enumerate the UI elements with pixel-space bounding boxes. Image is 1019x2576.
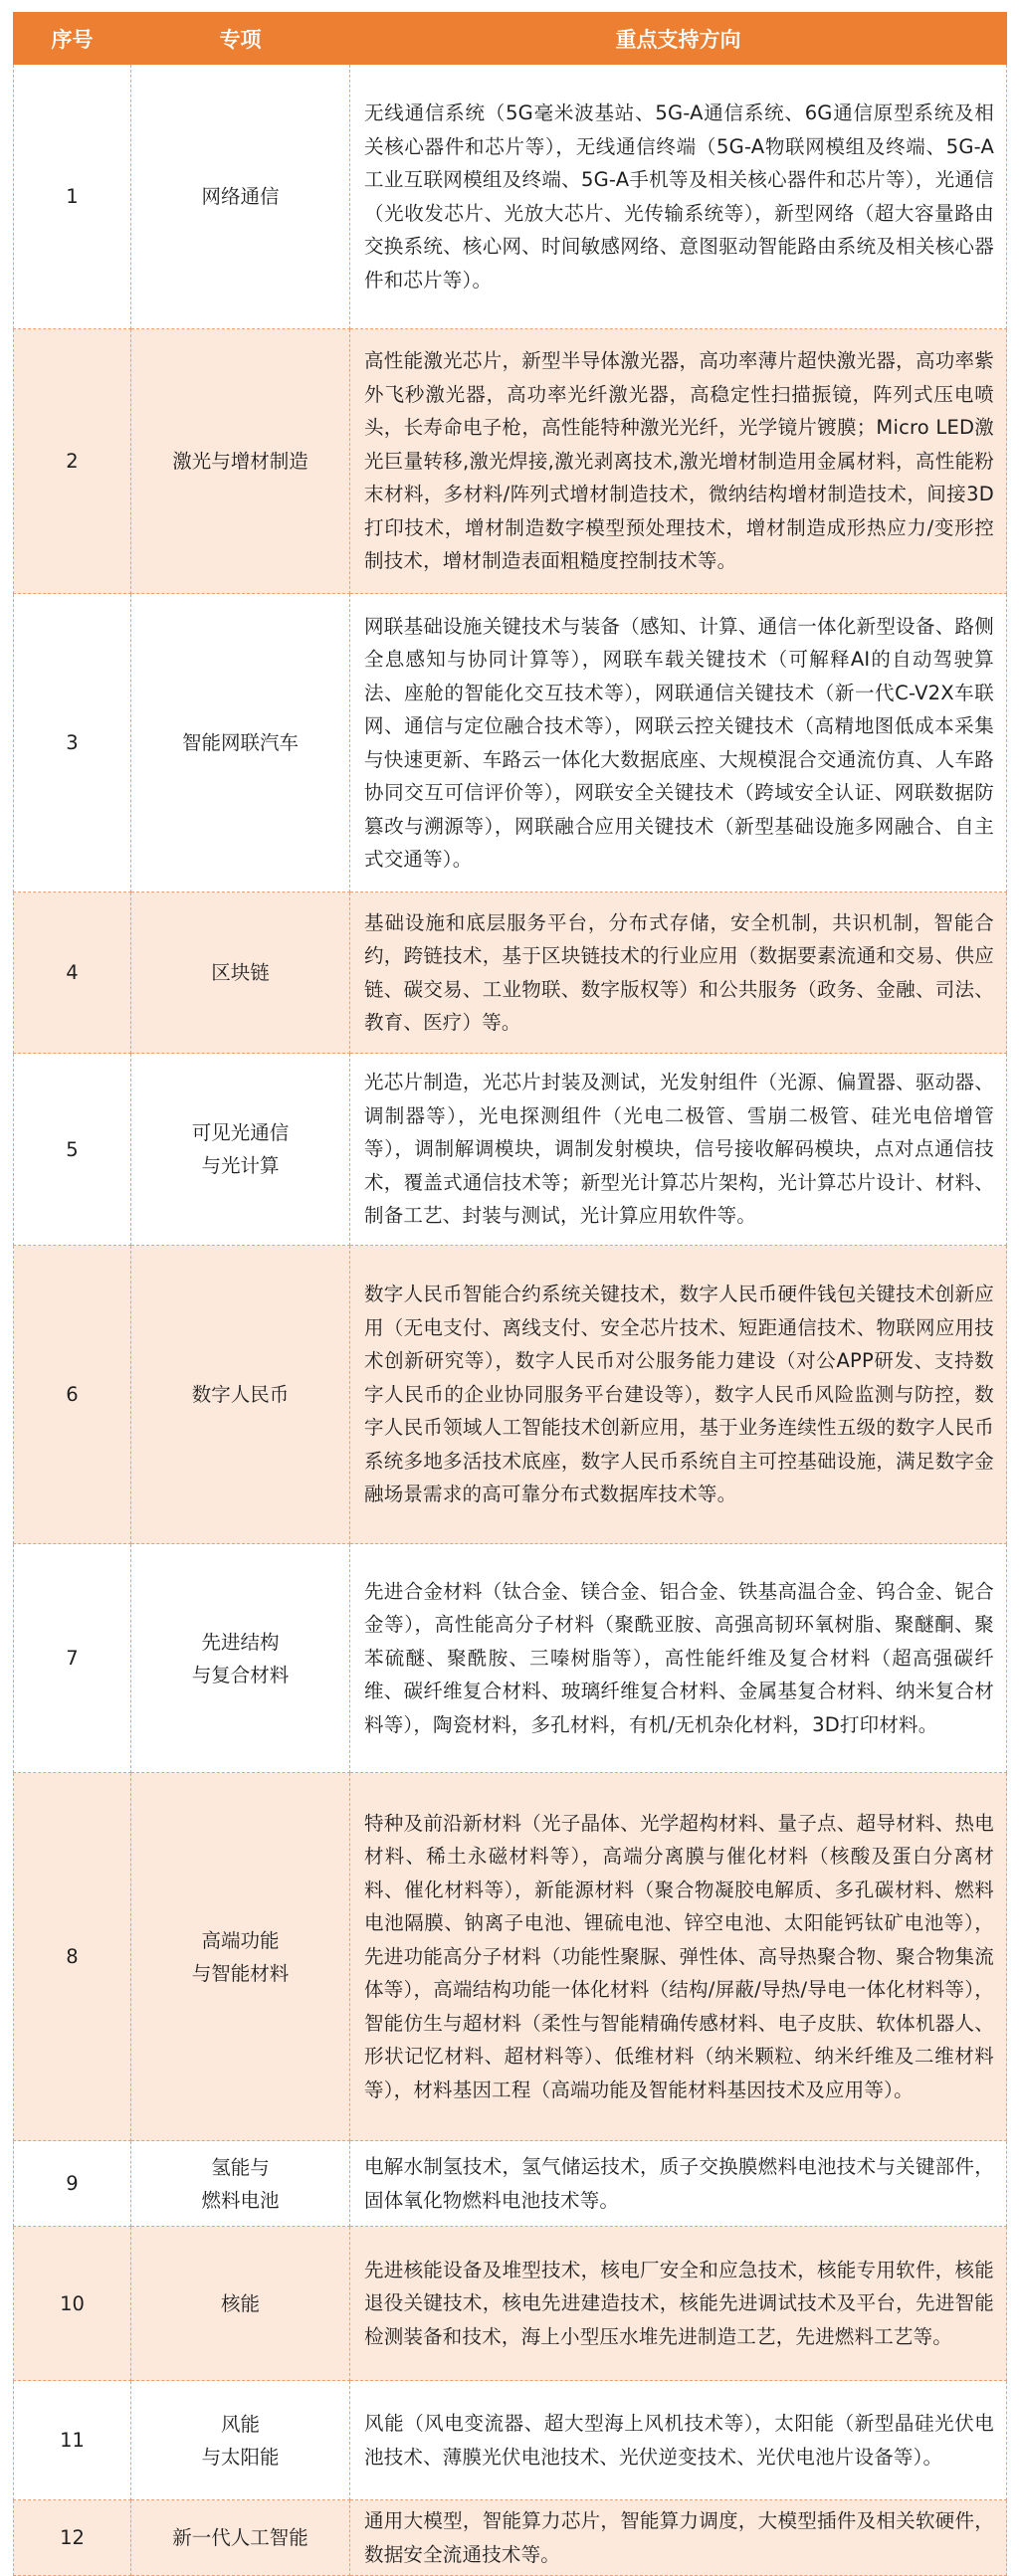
table-row	[14, 2500, 1007, 2576]
topic-line: 可见光通信	[191, 1121, 290, 1144]
row-direction: 先进核能设备及堆型技术，核电厂安全和应急技术，核能专用软件，核能退役关键技术，核电先进建造技术，核能先进调试技术及平台，先进智能检测装备和技术，海上小型压水堆先进制造工艺，先进燃料工艺等。	[350, 2227, 1007, 2381]
header-direction: 重点支持方向	[350, 13, 1007, 65]
table-row	[14, 594, 1007, 892]
topic-line: 与复合材料	[191, 1663, 290, 1686]
row-topic	[131, 65, 350, 329]
row-topic	[131, 594, 350, 892]
table-row	[14, 2227, 1007, 2381]
topic-line: 智能网联汽车	[181, 731, 299, 754]
support-directions-table	[13, 12, 1007, 2576]
row-direction: 特种及前沿新材料（光子晶体、光学超构材料、量子点、超导材料、热电材料、稀土永磁材料等），高端分离膜与催化材料（核酸及蛋白分离材料、催化材料等），新能源材料（聚合物凝胶电解质、多孔碳材料、燃料电池隔膜、钠离子电池、锂硫电池、锌空电池、太阳能钙钛矿电池等），先进功能高分子材料（功能性聚脲、弹性体、高导热聚合物、聚合物集流体等），高端结构功能一体化材料（结构/屏蔽/导热/导电一体化材料等），智能仿生与超材料（柔性与智能精确传感材料、电子皮肤、软体机器人、形状记忆材料、超材料等）、低维材料（纳米颗粒、纳米纤维及二维材料等），材料基因工程（高端功能及智能材料基因技术及应用等）。	[350, 1773, 1007, 2141]
topic-line: 与智能材料	[191, 1961, 290, 1985]
row-number: 3	[14, 594, 131, 892]
row-direction: 电解水制氢技术，氢气储运技术，质子交换膜燃料电池技术与关键部件，固体氧化物燃料电池技术等。	[350, 2141, 1007, 2227]
table-header-row	[14, 13, 1007, 65]
row-topic	[131, 1054, 350, 1246]
topic-line: 与太阳能	[201, 2445, 280, 2469]
row-direction: 通用大模型，智能算力芯片，智能算力调度，大模型插件及相关软硬件，数据安全流通技术等。	[350, 2500, 1007, 2576]
row-topic	[131, 329, 350, 594]
topic-line: 核能	[220, 2291, 260, 2315]
topic-line: 高端功能	[201, 1928, 280, 1952]
topic-line: 氢能与	[211, 2155, 270, 2179]
table-row	[14, 2141, 1007, 2227]
table-row	[14, 329, 1007, 594]
topic-line: 燃料电池	[201, 2188, 280, 2212]
topic-line: 与光计算	[201, 1154, 280, 1177]
topic-line: 区块链	[211, 961, 270, 984]
row-number: 11	[14, 2381, 131, 2500]
row-direction: 网联基础设施关键技术与装备（感知、计算、通信一体化新型设备、路侧全息感知与协同计算等），网联车载关键技术（可解释AI的自动驾驶算法、座舱的智能化交互技术等），网联通信关键技术（新一代C-V2X车联网、通信与定位融合技术等），网联云控关键技术（高精地图低成本采集与快速更新、车路云一体化大数据底座、大规模混合交通流仿真、人车路协同交互可信评价等），网联安全关键技术（跨域安全认证、网联数据防篡改与溯源等），网联融合应用关键技术（新型基础设施多网融合、自主式交通等）。	[350, 594, 1007, 892]
table-row	[14, 65, 1007, 329]
row-direction: 无线通信系统（5G毫米波基站、5G-A通信系统、6G通信原型系统及相关核心器件和芯片等），无线通信终端（5G-A物联网模组及终端、5G-A工业互联网模组及终端、5G-A手机等及相关核心器件和芯片等），光通信（光收发芯片、光放大芯片、光传输系统等），新型网络（超大容量路由交换系统、核心网、时间敏感网络、意图驱动智能路由系统及相关核心器件和芯片等）。	[350, 65, 1007, 329]
row-number: 5	[14, 1054, 131, 1246]
row-direction: 基础设施和底层服务平台，分布式存储，安全机制，共识机制，智能合约，跨链技术，基于区块链技术的行业应用（数据要素流通和交易、供应链、碳交易、工业物联、数字版权等）和公共服务（政务、金融、司法、教育、医疗）等。	[350, 892, 1007, 1054]
header-topic: 专项	[131, 13, 350, 65]
row-number: 10	[14, 2227, 131, 2381]
row-number: 9	[14, 2141, 131, 2227]
topic-line: 激光与增材制造	[172, 450, 308, 473]
row-topic	[131, 2141, 350, 2227]
row-number: 1	[14, 65, 131, 329]
row-topic	[131, 2381, 350, 2500]
row-number: 6	[14, 1246, 131, 1544]
row-direction: 光芯片制造，光芯片封装及测试，光发射组件（光源、偏置器、驱动器、调制器等），光电探测组件（光电二极管、雪崩二极管、硅光电倍增管等），调制解调模块，调制发射模块，信号接收解码模块，点对点通信技术，覆盖式通信技术等；新型光计算芯片架构，光计算芯片设计、材料、制备工艺、封装与测试，光计算应用软件等。	[350, 1054, 1007, 1246]
row-number: 7	[14, 1544, 131, 1773]
row-number: 12	[14, 2500, 131, 2576]
topic-line: 新一代人工智能	[172, 2526, 308, 2549]
table-row	[14, 1246, 1007, 1544]
row-topic	[131, 2500, 350, 2576]
row-number: 2	[14, 329, 131, 594]
row-number: 4	[14, 892, 131, 1054]
topic-line: 网络通信	[201, 185, 280, 208]
table-row	[14, 1054, 1007, 1246]
header-no: 序号	[14, 13, 131, 65]
table-row	[14, 1773, 1007, 2141]
topic-line: 数字人民币	[191, 1383, 290, 1406]
support-table-container	[13, 12, 1006, 2566]
row-direction: 风能（风电变流器、超大型海上风机技术等），太阳能（新型晶硅光伏电池技术、薄膜光伏电池技术、光伏逆变技术、光伏电池片设备等）。	[350, 2381, 1007, 2500]
topic-line: 风能	[220, 2412, 260, 2436]
row-direction: 数字人民币智能合约系统关键技术，数字人民币硬件钱包关键技术创新应用（无电支付、离线支付、安全芯片技术、短距通信技术、物联网应用技术创新研究等），数字人民币对公服务能力建设（对公APP研发、支持数字人民币的企业协同服务平台建设等），数字人民币风险监测与防控，数字人民币领域人工智能技术创新应用，基于业务连续性五级的数字人民币系统多地多活技术底座，数字人民币系统自主可控基础设施，满足数字金融场景需求的高可靠分布式数据库技术等。	[350, 1246, 1007, 1544]
table-row	[14, 892, 1007, 1054]
row-number: 8	[14, 1773, 131, 2141]
row-direction: 先进合金材料（钛合金、镁合金、铝合金、铁基高温合金、钨合金、铌合金等），高性能高分子材料（聚酰亚胺、高强高韧环氧树脂、聚醚酮、聚苯硫醚、聚酰胺、三嗪树脂等），高性能纤维及复合材料（超高强碳纤维、碳纤维复合材料、玻璃纤维复合材料、金属基复合材料、纳米复合材料等），陶瓷材料，多孔材料，有机/无机杂化材料，3D打印材料。	[350, 1544, 1007, 1773]
topic-line: 先进结构	[201, 1630, 280, 1654]
row-topic	[131, 1544, 350, 1773]
row-topic	[131, 1773, 350, 2141]
row-topic	[131, 892, 350, 1054]
table-row	[14, 1544, 1007, 1773]
row-direction: 高性能激光芯片，新型半导体激光器，高功率薄片超快激光器，高功率紫外飞秒激光器，高功率光纤激光器，高稳定性扫描振镜，阵列式压电喷头，长寿命电子枪，高性能特种激光光纤，光学镜片镀膜；Micro LED激光巨量转移,激光焊接,激光剥离技术,激光增材制造用金属材料，高性能粉末材料，多材料/阵列式增材制造技术，微纳结构增材制造技术，间接3D打印技术，增材制造数字模型预处理技术，增材制造成形热应力/变形控制技术，增材制造表面粗糙度控制技术等。	[350, 329, 1007, 594]
row-topic	[131, 2227, 350, 2381]
table-row	[14, 2381, 1007, 2500]
row-topic	[131, 1246, 350, 1544]
